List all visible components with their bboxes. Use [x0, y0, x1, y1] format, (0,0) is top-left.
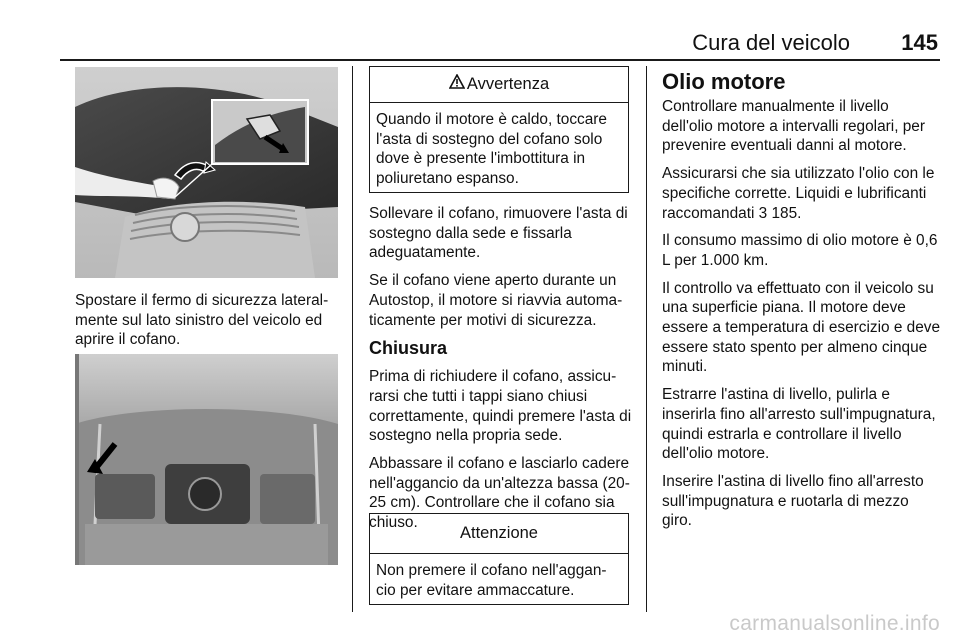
- paragraph: Il controllo va effettuato con il veicolo su una superficie piana. Il motore deve essere a temperatura di esercizio e deve essere stato spento per almeno cinque minuti.: [662, 279, 941, 376]
- hood-release-caption: Spostare il fermo di sicurezza lateralmente sul lato sinistro del veicolo ed aprire il cofano.: [75, 292, 329, 349]
- paragraph: Estrarre l'astina di livello, pulirla e inserirla fino all'arresto sull'impugnatura, quindi estrarla e controllare il livello dell'olio motore.: [662, 386, 936, 463]
- subheading-chiusura: Chiusura: [369, 338, 448, 359]
- page-number: 145: [901, 30, 938, 55]
- paragraph: Inserire l'astina di livello fino all'arresto sull'impugnatura e ruotarla di mezzo giro.: [662, 472, 924, 530]
- engine-oil-section: [662, 70, 942, 539]
- hood-opening-text: [369, 204, 633, 541]
- warning-box-text: Quando il motore è caldo, toccare l'asta di sostegno del cofano solo dove è presente l'imbottitura in poliuretano espanso.: [376, 111, 607, 188]
- warning-box-title: Avvertenza: [466, 75, 550, 93]
- paragraph: Controllare manualmente il livello dell'olio motore a intervalli regolari, per prevenire eventuali danni al motore.: [662, 98, 925, 155]
- caution-box-text: Non premere il cofano nell'aggancio per evitare ammaccature.: [376, 562, 607, 599]
- paragraph: Abbassare il cofano e lasciarlo cadere nell'aggancio da un'altezza bassa (20-25 cm). Controllare che il cofano sia chiuso.: [369, 455, 630, 532]
- warning-box-header: [370, 67, 628, 103]
- header-rule: [60, 59, 940, 61]
- column-divider-left: [352, 66, 353, 612]
- warning-box: [369, 66, 629, 193]
- paragraph: Prima di richiudere il cofano, assicurarsi che tutti i tappi siano chiusi correttamente, quindi premere l'asta di sostegno nella propria sede.: [369, 368, 632, 445]
- column-divider-right: [646, 66, 647, 612]
- section-title-olio-motore: Olio motore: [662, 69, 786, 94]
- paragraph: Il consumo massimo di olio motore è 0,6 L per 1.000 km.: [662, 232, 938, 269]
- warning-triangle-icon: [449, 67, 465, 102]
- paragraph: Sollevare il cofano, rimuovere l'asta di sostegno dalla sede e fissarla adeguatamente.: [369, 205, 628, 262]
- hood-release-photo: [75, 67, 338, 278]
- caution-box: [369, 513, 629, 605]
- caution-box-title: Attenzione: [370, 514, 628, 554]
- watermark: carmanualsonline.info: [729, 612, 940, 635]
- paragraph: Se il cofano viene aperto durante un Autostop, il motore si riavvia automaticamente per motivi di sicurezza.: [369, 272, 623, 329]
- running-header-title: Cura del veicolo: [692, 30, 850, 55]
- engine-bay-photo: [75, 354, 338, 565]
- paragraph: Assicurarsi che sia utilizzato l'olio con le specifiche corrette. Liquidi e lubrificanti raccomandati 3 185.: [662, 165, 935, 222]
